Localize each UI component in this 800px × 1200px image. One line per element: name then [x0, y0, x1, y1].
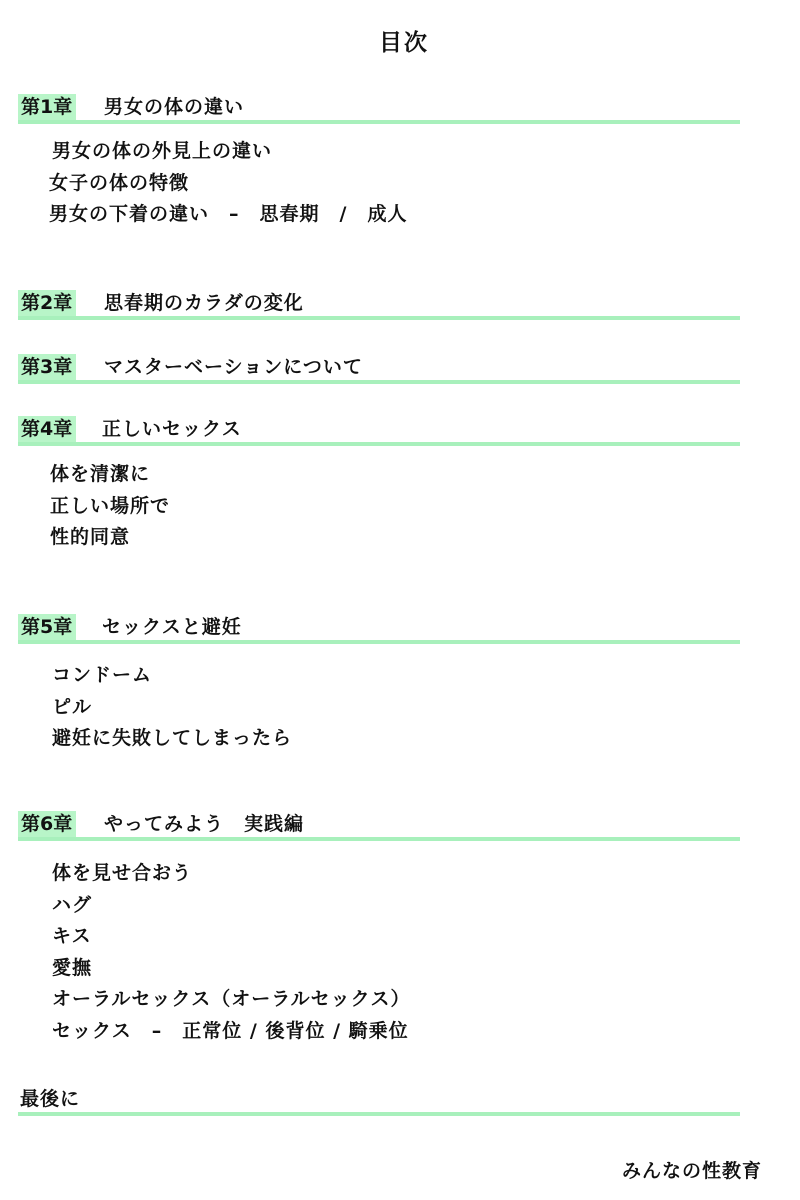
chapter-number: 第4章 — [18, 416, 76, 442]
chapter-number: 第2章 — [18, 290, 76, 316]
toc-item[interactable]: ピル — [52, 695, 93, 718]
final-section-heading[interactable] — [18, 1084, 740, 1116]
toc-item[interactable]: 避妊に失敗してしまったら — [52, 727, 293, 749]
chapter-4-items — [50, 459, 750, 554]
chapter-underline — [18, 316, 740, 320]
toc-item[interactable]: セックス – 正常位 / 後背位 / 騎乗位 — [52, 1019, 409, 1042]
chapter-6-heading[interactable] — [18, 809, 740, 841]
chapter-5-heading[interactable] — [18, 612, 740, 644]
footer-brand: みんなの性教育 — [621, 1160, 762, 1182]
chapter-underline — [18, 380, 740, 384]
chapter-4-heading[interactable] — [18, 414, 740, 446]
toc-item[interactable]: 愛撫 — [52, 956, 93, 979]
toc-item[interactable]: 性的同意 — [50, 526, 131, 548]
chapter-title: 正しいセックス — [102, 418, 242, 440]
chapter-number: 第1章 — [18, 94, 76, 120]
chapter-underline — [18, 1112, 740, 1116]
toc-item[interactable]: 男女の下着の違い – 思春期 / 成人 — [49, 203, 408, 225]
toc-item[interactable]: 体を清潔に — [50, 463, 151, 485]
chapter-underline — [18, 837, 740, 841]
chapter-1-items — [49, 136, 752, 231]
toc-item[interactable]: 体を見せ合おう — [52, 862, 193, 884]
toc-item[interactable]: オーラルセックス（オーラルセックス） — [52, 988, 411, 1010]
chapter-5-items — [52, 660, 752, 755]
chapter-title: やってみよう 実践編 — [104, 813, 305, 835]
chapter-1-heading[interactable] — [18, 92, 740, 124]
toc-item[interactable]: コンドーム — [52, 664, 153, 686]
chapter-title: 男女の体の違い — [104, 96, 245, 118]
final-section-title: 最後に — [20, 1088, 81, 1110]
chapter-2-heading[interactable] — [18, 288, 740, 320]
toc-item[interactable]: 男女の体の外見上の違い — [52, 140, 273, 162]
chapter-underline — [18, 640, 740, 644]
chapter-title: セックスと避妊 — [102, 616, 242, 638]
toc-item[interactable]: キス — [52, 925, 92, 947]
chapter-6-items — [52, 858, 752, 1047]
chapter-number: 第6章 — [18, 811, 76, 837]
chapter-number: 第5章 — [18, 614, 76, 640]
chapter-3-heading[interactable] — [18, 352, 740, 384]
chapter-underline — [18, 120, 740, 124]
chapter-underline — [18, 442, 740, 446]
toc-item[interactable]: 正しい場所で — [50, 494, 171, 517]
toc-item[interactable]: 女子の体の特徴 — [49, 171, 190, 194]
chapter-number: 第3章 — [18, 354, 76, 380]
chapter-title: マスターベーションについて — [104, 356, 363, 378]
page-title: 目次 — [379, 30, 429, 56]
toc-item[interactable]: ハグ — [52, 893, 93, 916]
chapter-title: 思春期のカラダの変化 — [104, 292, 304, 314]
